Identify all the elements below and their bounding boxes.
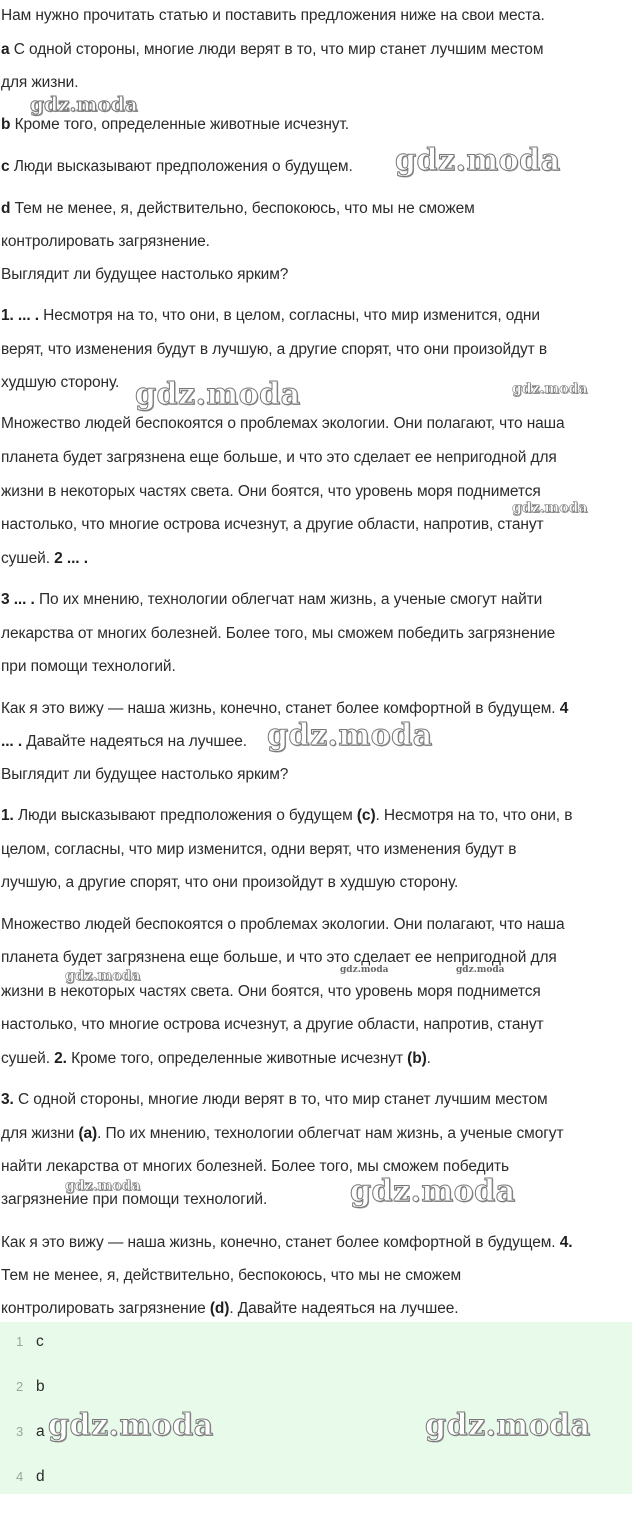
solution-paragraph-1-line-2: целом, согласны, что мир изменится, одни верят, что изменения будут в: [1, 841, 517, 858]
answer-value: a: [36, 1423, 45, 1440]
watermark: gdz.moda: [395, 143, 561, 178]
watermark: gdz.moda: [65, 968, 141, 984]
solution-paragraph-3-line-4: загрязнение при помощи технологий.: [1, 1191, 268, 1208]
watermark: gdz.moda: [456, 965, 505, 975]
option-b: b Кроме того, определенные животные исчезнут.: [1, 116, 349, 133]
answer-number: 2: [16, 1379, 24, 1394]
answer-value: c: [36, 1333, 44, 1350]
article-paragraph-2-line-2: планета будет загрязнена еще больше, и что это сделает ее непригодной для: [1, 449, 557, 466]
solution-paragraph-2: Множество людей беспокоятся о проблемах экологии. Они полагают, что наша: [1, 916, 565, 933]
watermark: gdz.moda: [340, 965, 389, 975]
solution-paragraph-3-line-3: найти лекарства от многих болезней. Более того, мы сможем победить: [1, 1158, 510, 1175]
watermark: gdz.moda: [65, 1178, 141, 1194]
option-d-continued: контролировать загрязнение.: [1, 233, 210, 250]
solution-paragraph-2-line-2: планета будет загрязнена еще больше, и что это сделает ее непригодной для: [1, 949, 557, 966]
article-paragraph-3: 3 ... . По их мнению, технологии облегчат нам жизнь, а ученые смогут найти: [1, 591, 543, 608]
watermark: gdz.moda: [512, 381, 588, 397]
solution-title: Выглядит ли будущее настолько ярким?: [1, 766, 289, 783]
watermark: gdz.moda: [425, 1408, 591, 1443]
option-a-continued: для жизни.: [1, 74, 79, 91]
option-d: d Тем не менее, я, действительно, беспокоюсь, что мы не сможем: [1, 200, 475, 217]
answer-number: 3: [16, 1424, 24, 1439]
watermark: gdz.moda: [267, 718, 433, 753]
solution-paragraph-3: 3. С одной стороны, многие люди верят в то, что мир станет лучшим местом: [1, 1091, 548, 1108]
article-paragraph-2: Множество людей беспокоятся о проблемах экологии. Они полагают, что наша: [1, 415, 565, 432]
option-a: a С одной стороны, многие люди верят в то, что мир станет лучшим местом: [1, 41, 544, 58]
solution-paragraph-4-line-2: Тем не менее, я, действительно, беспокоюсь, что мы не сможем: [1, 1267, 462, 1284]
task-instruction: Нам нужно прочитать статью и поставить предложения ниже на свои места.: [1, 7, 545, 24]
article-title: Выглядит ли будущее настолько ярким?: [1, 266, 289, 283]
article-paragraph-4-line-2: ... . Давайте надеяться на лучшее.: [1, 733, 247, 750]
answers-list: [0, 1322, 632, 1494]
watermark: gdz.moda: [30, 92, 138, 116]
solution-paragraph-4-line-3: контролировать загрязнение (d). Давайте надеяться на лучшее.: [1, 1300, 459, 1317]
solution-paragraph-3-line-2: для жизни (a). По их мнению, технологии облегчат нам жизнь, а ученые смогут: [1, 1125, 564, 1142]
article-paragraph-1-line-2: верят, что изменения будут в лучшую, а другие спорят, что они произойдут в: [1, 341, 547, 358]
article-paragraph-2-line-5: сушей. 2 ... .: [1, 550, 88, 567]
watermark: gdz.moda: [135, 377, 301, 412]
watermark: gdz.moda: [512, 500, 588, 516]
watermark: gdz.moda: [350, 1174, 516, 1209]
solution-paragraph-2-line-4: настолько, что многие острова исчезнут, а другие области, напротив, станут: [1, 1016, 544, 1033]
article-paragraph-1: 1. ... . Несмотря на то, что они, в целом, согласны, что мир изменится, одни: [1, 307, 540, 324]
solution-paragraph-2-line-5: сушей. 2. Кроме того, определенные животные исчезнут (b).: [1, 1050, 431, 1067]
article-paragraph-2-line-3: жизни в некоторых частях света. Они боятся, что уровень моря поднимется: [1, 483, 541, 500]
article-paragraph-3-line-3: при помощи технологий.: [1, 658, 176, 675]
article-paragraph-1-line-3: худшую сторону.: [1, 374, 120, 391]
answer-value: b: [36, 1378, 45, 1395]
solution-paragraph-2-line-3: жизни в некоторых частях света. Они боятся, что уровень моря поднимется: [1, 983, 541, 1000]
answer-number: 4: [16, 1469, 24, 1484]
watermark: gdz.moda: [48, 1408, 214, 1443]
solution-paragraph-4: Как я это вижу — наша жизнь, конечно, станет более комфортной в будущем. 4.: [1, 1234, 573, 1251]
option-c: c Люди высказывают предположения о будущем.: [1, 158, 353, 175]
solution-paragraph-1: 1. Люди высказывают предположения о будущем (c). Несмотря на то, что они, в: [1, 807, 573, 824]
answer-number: 1: [16, 1334, 24, 1349]
article-paragraph-4: Как я это вижу — наша жизнь, конечно, станет более комфортной в будущем. 4: [1, 700, 569, 717]
answer-value: d: [36, 1468, 45, 1485]
article-paragraph-3-line-2: лекарства от многих болезней. Более того, мы сможем победить загрязнение: [1, 625, 556, 642]
article-paragraph-2-line-4: настолько, что многие острова исчезнут, а другие области, напротив, станут: [1, 516, 544, 533]
solution-paragraph-1-line-3: лучшую, а другие спорят, что они произойдут в худшую сторону.: [1, 874, 459, 891]
